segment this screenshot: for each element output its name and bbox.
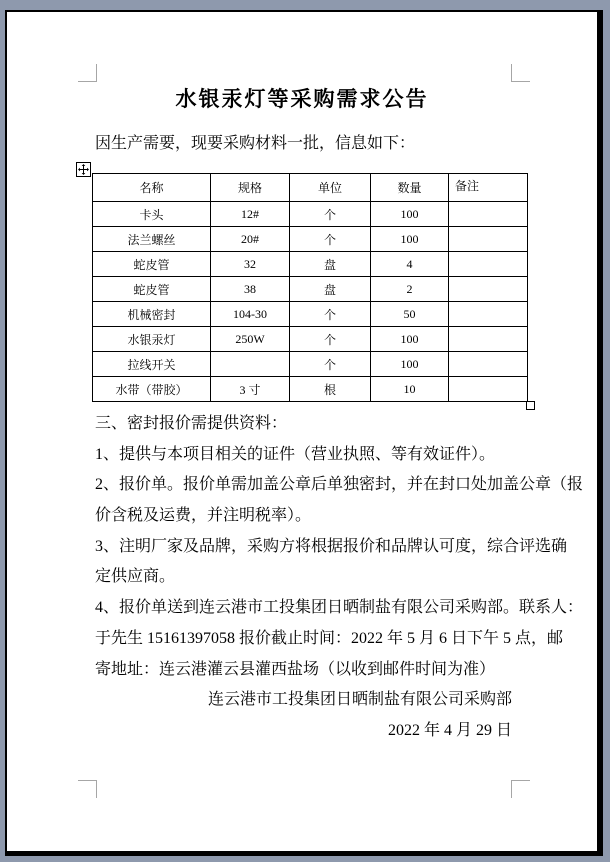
margin-mark-top-left	[78, 64, 97, 82]
table-move-handle[interactable]	[76, 162, 91, 177]
intro-paragraph: 因生产需要，现要采购材料一批，信息如下：	[95, 135, 416, 152]
table-cell: 蛇皮管	[93, 252, 211, 277]
table-row	[93, 377, 528, 402]
table-cell: 100	[371, 227, 449, 252]
table-cell	[449, 277, 528, 302]
table-cell	[449, 227, 528, 252]
body-line-item1: 1、提供与本项目相关的证件（营业执照、等有效证件）。	[95, 446, 496, 463]
table-cell: 个	[290, 202, 371, 227]
table-row	[93, 252, 528, 277]
table-cell: 104-30	[211, 302, 290, 327]
table-cell	[449, 302, 528, 327]
table-cell: 水带（带胶）	[93, 377, 211, 402]
table-cell: 100	[371, 202, 449, 227]
table-cell	[449, 352, 528, 377]
table-cell: 100	[371, 327, 449, 352]
table-cell: 个	[290, 227, 371, 252]
table-cell	[449, 377, 528, 402]
table-cell: 个	[290, 302, 371, 327]
table-cell: 50	[371, 302, 449, 327]
table-row	[93, 302, 528, 327]
table-cell: 法兰螺丝	[93, 227, 211, 252]
column-header-remark: 备注	[449, 174, 528, 202]
body-line-item2-cont: 价含税及运费，并注明税率）。	[95, 507, 312, 524]
body-line-section-heading: 三、密封报价需提供资料：	[95, 415, 288, 432]
table-row	[93, 227, 528, 252]
table-cell: 2	[371, 277, 449, 302]
margin-mark-bottom-right	[511, 780, 530, 798]
body-line-item4-cont: 于先生 15161397058 报价截止时间：2022 年 5 月 6 日下午 5 点，邮	[95, 630, 564, 647]
column-header-spec: 规格	[211, 174, 290, 202]
table-header-row	[93, 174, 528, 202]
table-cell: 250W	[211, 327, 290, 352]
column-header-unit: 单位	[290, 174, 371, 202]
table-cell: 根	[290, 377, 371, 402]
table-cell: 20#	[211, 227, 290, 252]
body-line-item3-cont: 定供应商。	[95, 568, 176, 585]
document-page	[5, 10, 603, 856]
table-cell	[449, 327, 528, 352]
table-cell: 32	[211, 252, 290, 277]
margin-mark-top-right	[511, 64, 530, 82]
column-header-qty: 数量	[371, 174, 449, 202]
table-cell: 卡头	[93, 202, 211, 227]
signature-line: 连云港市工投集团日晒制盐有限公司采购部	[207, 691, 512, 708]
table-row	[93, 202, 528, 227]
table-cell	[449, 202, 528, 227]
table-cell: 100	[371, 352, 449, 377]
table-cell: 拉线开关	[93, 352, 211, 377]
document-title: 水银汞灯等采购需求公告	[175, 87, 429, 111]
body-line-item4-cont2: 寄地址：连云港灌云县灌西盐场（以收到邮件时间为准）	[95, 661, 496, 678]
table-cell	[211, 352, 290, 377]
table-row	[93, 327, 528, 352]
table-cell: 盘	[290, 252, 371, 277]
move-arrows-icon	[78, 164, 89, 175]
table-cell: 个	[290, 327, 371, 352]
table-cell: 水银汞灯	[93, 327, 211, 352]
table-resize-handle[interactable]	[526, 401, 535, 410]
body-line-item2: 2、报价单。报价单需加盖公章后单独密封，并在封口处加盖公章（报	[95, 476, 584, 493]
margin-mark-bottom-left	[78, 780, 97, 798]
table-cell: 38	[211, 277, 290, 302]
body-line-item3: 3、注明厂家及品牌，采购方将根据报价和品牌认可度，综合评选确	[95, 538, 568, 555]
table-cell: 蛇皮管	[93, 277, 211, 302]
procurement-table	[92, 173, 528, 402]
table-cell: 机械密封	[93, 302, 211, 327]
table-cell	[449, 252, 528, 277]
body-line-item4: 4、报价单送到连云港市工投集团日晒制盐有限公司采购部。联系人：	[95, 599, 584, 616]
table-cell: 3 寸	[211, 377, 290, 402]
table-row	[93, 277, 528, 302]
column-header-name: 名称	[93, 174, 211, 202]
table-cell: 10	[371, 377, 449, 402]
table-cell: 盘	[290, 277, 371, 302]
table-cell: 4	[371, 252, 449, 277]
table-row	[93, 352, 528, 377]
table-cell: 个	[290, 352, 371, 377]
date-line: 2022 年 4 月 29 日	[387, 722, 512, 739]
table-cell: 12#	[211, 202, 290, 227]
